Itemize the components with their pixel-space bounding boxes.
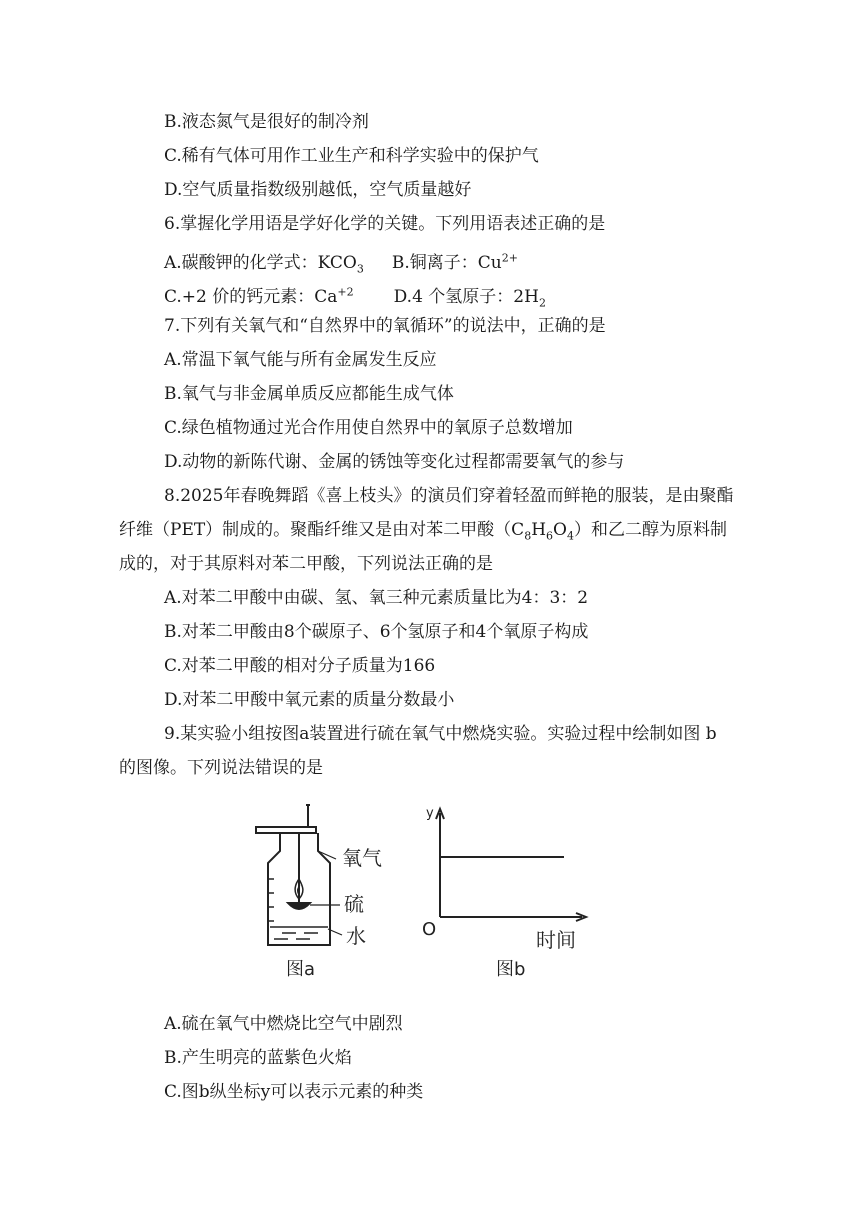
q9-option-b: B.产生明亮的蓝紫色火焰 [164,1048,352,1068]
q7-option-b: B.氧气与非金属单质反应都能生成气体 [164,384,454,404]
q6-option-b: B.铜离子：$Cu^{2+}$ [391,251,518,273]
q7-option-c: C.绿色植物通过光合作用使自然界中的氧原子总数增加 [164,418,573,438]
q9-stem-line-1: 9.某实验小组按图a装置进行硫在氧气中燃烧实验。实验过程中绘制如图 b [164,724,717,744]
q7-option-d: D.动物的新陈代谢、金属的锈蚀等变化过程都需要氧气的参与 [164,452,625,472]
label-oxygen: 氧气 [342,846,382,870]
figure-b-graph [436,809,586,921]
q6-options-ab [164,246,518,281]
x-axis-label: 时间 [536,928,576,952]
q6-option-a: A.碳酸钾的化学式：$KCO_3$ [164,252,364,276]
q6-options-cd [164,280,546,315]
q9-option-c: C.图b纵坐标y可以表示元素的种类 [164,1082,424,1102]
q6-option-d: D.4 个氢原子：$2H_2$ [393,286,546,310]
q8-stem-line-1: 8.2025年春晚舞蹈《喜上枝头》的演员们穿着轻盈而鲜艳的服装，是由聚酯 [164,486,734,506]
caption-figure-a: 图a [286,959,316,980]
y-axis-label: y [426,806,434,821]
q9-option-a: A.硫在氧气中燃烧比空气中剧烈 [164,1014,403,1034]
q5-option-b: B.液态氮气是很好的制冷剂 [164,112,369,132]
label-water: 水 [346,924,366,948]
q9-figures [250,795,600,990]
q5-option-c: C.稀有气体可用作工业生产和科学实验中的保护气 [164,146,539,166]
q7-stem: 7.下列有关氧气和“自然界中的氧循环”的说法中，正确的是 [164,316,606,336]
q7-option-a: A.常温下氧气能与所有金属发生反应 [164,350,437,370]
q9-stem-line-2: 的图像。下列说法错误的是 [119,758,323,778]
q8-option-c: C.对苯二甲酸的相对分子质量为166 [164,656,436,676]
q6-stem: 6.掌握化学用语是学好化学的关键。下列用语表述正确的是 [164,214,606,234]
figure-a-apparatus [256,805,342,945]
q8-option-a: A.对苯二甲酸中由碳、氢、氧三种元素质量比为4：3：2 [164,588,589,608]
glass-plate [256,827,316,833]
q8-stem-line-3: 成的，对于其原料对苯二甲酸，下列说法正确的是 [119,554,493,574]
origin-label: O [422,919,437,940]
q8-option-d: D.对苯二甲酸中氧元素的质量分数最小 [164,690,455,710]
label-sulfur: 硫 [344,892,364,916]
q6-option-c: C.+2 价的钙元素：$Ca^{+2}$ [164,285,354,307]
caption-figure-b: 图b [496,959,526,980]
q5-option-d: D.空气质量指数级别越低，空气质量越好 [164,180,472,200]
q9-figures-svg [250,795,600,990]
combustion-spoon [288,903,310,909]
q8-option-b: B.对苯二甲酸由8个碳原子、6个氢原子和4个氧原子构成 [164,622,589,642]
q8-stem-line-2: 纤维（PET）制成的。聚酯纤维又是由对苯二甲酸$(C_8H_6O_4)$和乙二醇为原料制 [119,520,727,543]
